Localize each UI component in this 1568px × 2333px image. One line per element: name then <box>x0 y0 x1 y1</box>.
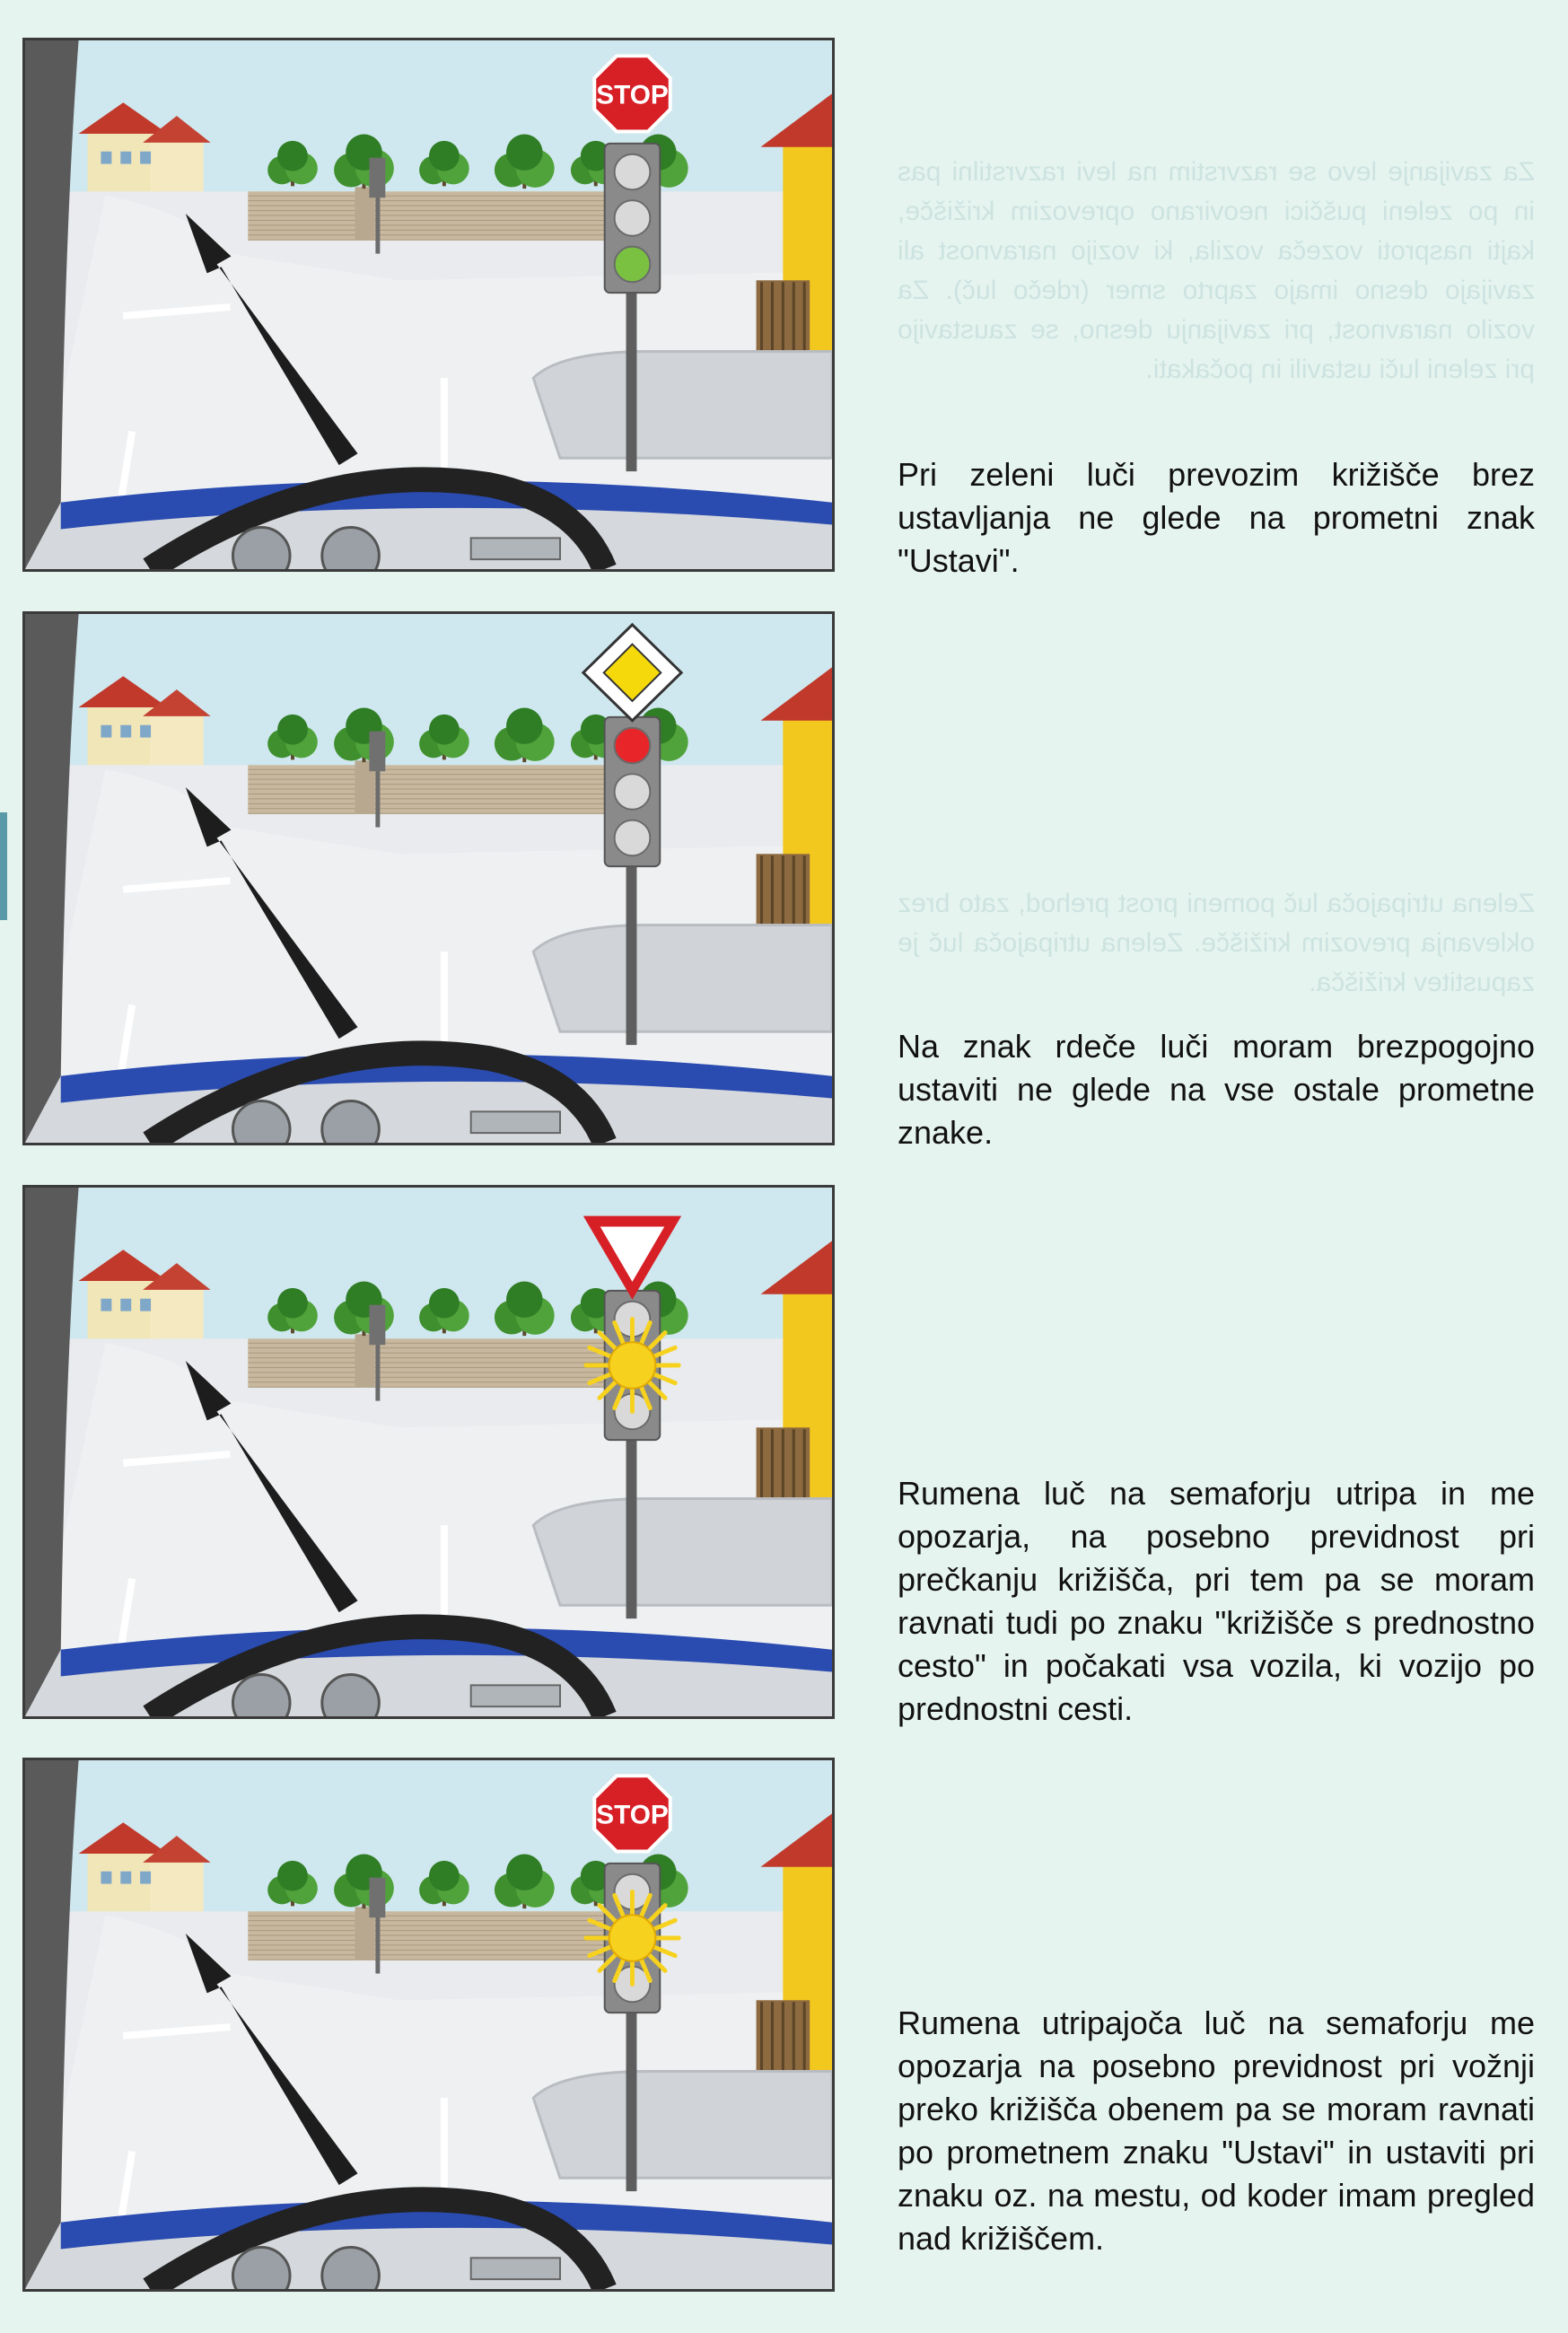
tree-crown <box>429 1288 460 1319</box>
tree-crown <box>429 141 460 171</box>
house <box>150 138 204 191</box>
scene-svg <box>25 40 832 569</box>
house <box>150 712 204 765</box>
dashboard-display <box>471 538 560 559</box>
traffic-light-lamp <box>615 154 651 190</box>
caption-yellow-yield: Rumena luč na semaforju utripa in me opozarja, na posebno previdnost pri prečkanju križišča, pri tem pa se moram ravnati tudi po znaku "križišče s prednostno cesto" in počakati vsa vozila, ki vozijo po prednostni cesti. <box>898 1475 1535 1727</box>
traffic-light-lamp <box>615 200 651 236</box>
sidewalk-curb <box>533 2071 832 2178</box>
house-window <box>120 1299 131 1311</box>
sidewalk-curb <box>533 1498 832 1605</box>
house-window <box>140 725 151 738</box>
tree-crown <box>506 1855 543 1890</box>
tree-crown <box>506 708 543 744</box>
traffic-light-lamp <box>615 820 651 856</box>
caption-green-light: Pri zeleni luči prevozim križišče brez ustavljanja ne glede na prometni znak "Ustavi". <box>898 456 1535 579</box>
traffic-light-lamp <box>615 728 651 764</box>
far-signal-head <box>369 732 385 772</box>
tree-crown <box>277 715 308 745</box>
tree-crown <box>277 1861 308 1891</box>
scene-svg <box>25 614 832 1143</box>
house-window <box>101 152 111 164</box>
house-window <box>120 725 131 738</box>
house <box>150 1285 204 1338</box>
house-window <box>140 1872 151 1884</box>
stop-sign-text: STOP <box>596 80 669 110</box>
tree-crown <box>429 1861 460 1891</box>
tree-crown <box>277 1288 308 1319</box>
caption-red-light: Na znak rdeče luči moram brezpogojno ustaviti ne glede na vse ostale prometne znake. <box>898 1028 1535 1151</box>
bleed-through-text: Za zavijanje levo se razvrstim na levi razvrstilni pas in po zeleni puščici neovirano oprevozim križišče, kajti nasproti vozeča vozila, ki vozijo naravnost ali zavijajo desno imajo zaprto smer (rdečo luč). Za vozilo naravnost, pri zavijanju desno, se zaustavijo pri zeleni luči ustavili in počakati. <box>898 157 1535 384</box>
caption-yellow-stop: Rumena utripajoča luč na semaforju me opozarja na posebno previdnost pri vožnji preko križišča obenem pa se moram ravnati po prometnem znaku "Ustavi" in ustaviti pri znaku oz. na mestu, od koder imam pregled nad križiščem. <box>898 2004 1535 2257</box>
house-window <box>140 1299 151 1311</box>
illustration-panel-green <box>22 38 835 572</box>
stone-wall <box>248 765 604 813</box>
far-signal-head <box>369 1305 385 1346</box>
scene-svg <box>25 1188 832 1716</box>
dashboard-display <box>471 1685 560 1706</box>
far-signal-head <box>369 158 385 198</box>
traffic-light-lamp-flashing <box>609 1915 656 1960</box>
illustration-panel-yellow-yield <box>22 1185 835 1719</box>
far-signal-head <box>369 1878 385 1918</box>
house-window <box>101 725 111 738</box>
house-window <box>101 1872 111 1884</box>
traffic-light-lamp <box>615 247 651 283</box>
scene-svg <box>25 1760 832 2289</box>
illustration-panel-red <box>22 611 835 1145</box>
house-window <box>140 152 151 164</box>
traffic-light-lamp <box>615 774 651 810</box>
house <box>150 1858 204 1911</box>
dashboard-display <box>471 2258 560 2279</box>
tree-crown <box>429 715 460 745</box>
illustration-panel-yellow-stop <box>22 1758 835 2292</box>
stone-wall <box>248 1338 604 1387</box>
bleed-through-text: Zelena utripajoča luč pomeni prost prehod, zato brez oklevanja prevozim križišče. Zelena utripajoča luč je zapustitev križišča. <box>898 889 1535 997</box>
traffic-light-lamp-flashing <box>609 1342 656 1388</box>
sidewalk-curb <box>533 925 832 1031</box>
tree-crown <box>506 135 543 171</box>
stop-sign-text: STOP <box>596 1800 669 1830</box>
tree-crown <box>277 141 308 171</box>
house-window <box>120 152 131 164</box>
sidewalk-curb <box>533 351 832 458</box>
dashboard-display <box>471 1111 560 1133</box>
tree-crown <box>506 1282 543 1318</box>
house-window <box>120 1872 131 1884</box>
house-window <box>101 1299 111 1311</box>
page-side-tab <box>0 812 7 920</box>
